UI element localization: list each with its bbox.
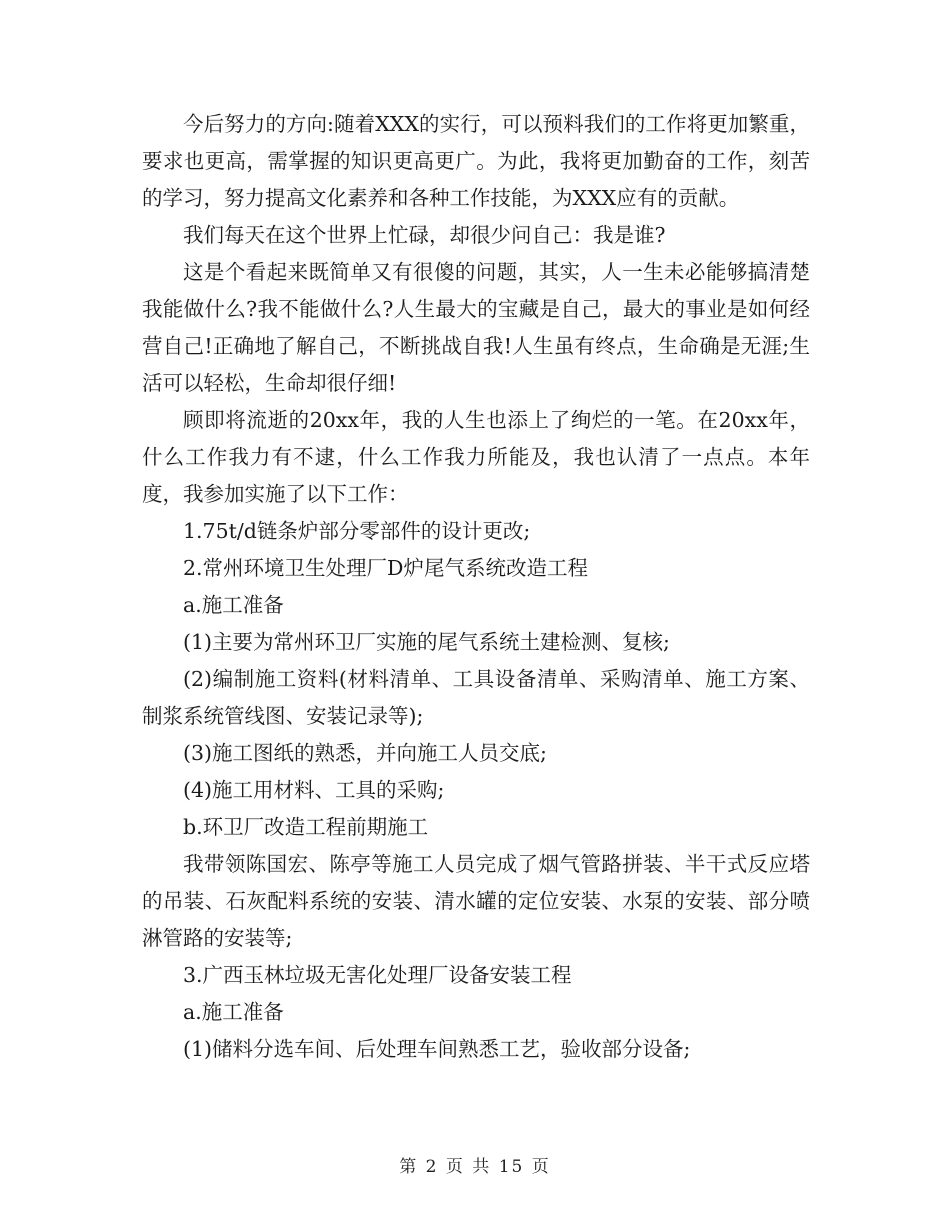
paragraph-year-review: 顾即将流逝的20xx年，我的人生也添上了绚烂的一笔。在20xx年，什么工作我力有不逮，什么工作我力所能及，我也认清了一点点。本年度，我参加实施了以下工作： [142, 408, 810, 506]
sub-item-a-4: (4)施工用材料、工具的采购; [183, 778, 445, 802]
sub-item-a-3: (3)施工图纸的熟悉，并向施工人员交底; [183, 741, 547, 765]
list-item-2: 2.常州环境卫生处理厂D炉尾气系统改造工程 [183, 556, 588, 580]
page-footer: 第 2 页 共 15 页 [399, 1157, 551, 1177]
paragraph-construction-work: 我带领陈国宏、陈亭等施工人员完成了烟气管路拼装、半干式反应塔的吊装、石灰配料系统的安装、清水罐的定位安装、水泵的安装、部分喷淋管路的安装等; [142, 852, 810, 950]
sub-item-a-second-1: (1)储料分选车间、后处理车间熟悉工艺，验收部分设备; [183, 1037, 691, 1061]
sub-item-b: b.环卫厂改造工程前期施工 [183, 815, 429, 839]
sub-item-a-1: (1)主要为常州环卫厂实施的尾气系统土建检测、复核; [183, 630, 670, 654]
list-item-3: 3.广西玉林垃圾无害化处理厂设备安装工程 [183, 963, 572, 987]
paragraph-future-direction: 今后努力的方向:随着XXX的实行，可以预料我们的工作将更加繁重，要求也更高，需掌握的知识更高更广。为此，我将更加勤奋的工作，刻苦的学习，努力提高文化素养和各种工作技能，为XXX应有的贡献。 [142, 112, 810, 210]
document-body [142, 106, 810, 1068]
sub-item-a: a.施工准备 [183, 593, 284, 617]
sub-item-a-2: (2)编制施工资料(材料清单、工具设备清单、采购清单、施工方案、制浆系统管线图、安装记录等); [142, 667, 810, 728]
paragraph-who-am-i: 我们每天在这个世界上忙碌，却很少问自己：我是谁? [183, 223, 666, 247]
paragraph-reflection: 这是个看起来既简单又有很傻的问题，其实，人一生未必能够搞清楚我能做什么?我不能做什么?人生最大的宝藏是自己，最大的事业是如何经营自己!正确地了解自己，不断挑战自我!人生虽有终点，生命确是无涯;生活可以轻松，生命却很仔细! [142, 260, 810, 395]
sub-item-a-second: a.施工准备 [183, 1000, 284, 1024]
list-item-1: 1.75t/d链条炉部分零部件的设计更改; [183, 519, 531, 543]
